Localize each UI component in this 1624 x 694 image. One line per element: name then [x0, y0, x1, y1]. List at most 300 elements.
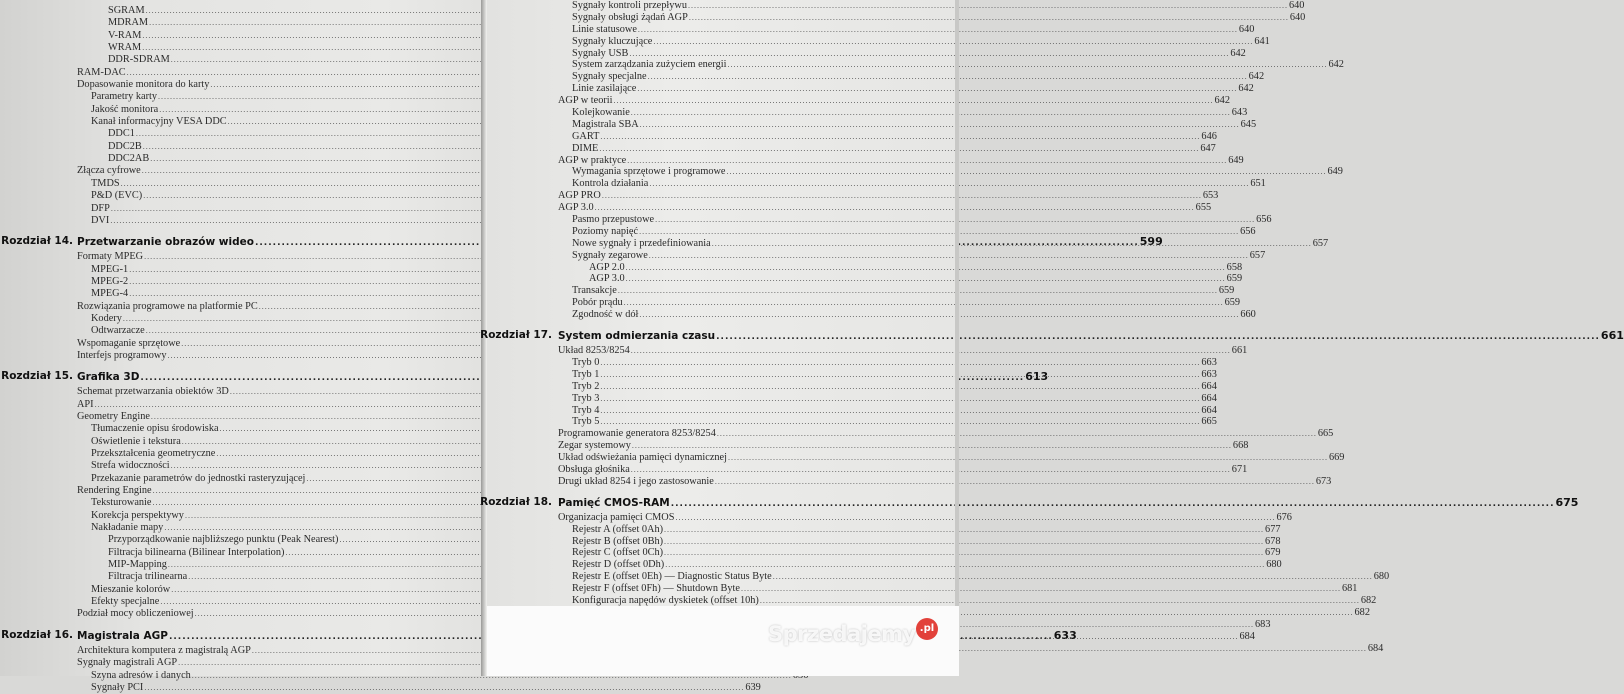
- dot-leader: [599, 143, 1199, 155]
- page-number: 656: [1256, 214, 1272, 226]
- toc-entry: [77, 104, 470, 116]
- toc-chapter-heading: [480, 327, 1624, 344]
- toc-entry: [77, 338, 470, 350]
- page-number: 639: [745, 681, 761, 693]
- dot-leader: [638, 24, 1238, 36]
- dot-leader: [626, 273, 1226, 285]
- toc-entry: [558, 452, 1345, 464]
- entry-title: Pamięć CMOS-RAM: [558, 496, 670, 509]
- toc-entry: [558, 202, 1212, 214]
- page-number: 659: [1218, 285, 1235, 297]
- toc-entry: [558, 463, 1248, 476]
- page-number: 661: [1600, 329, 1624, 343]
- entry-title: GART: [572, 130, 600, 142]
- page-number: 640: [1238, 23, 1255, 35]
- page-number: 668: [1232, 440, 1249, 452]
- toc-entry: [558, 511, 1292, 524]
- page-number: 663: [1201, 368, 1217, 380]
- toc-entry: [558, 440, 1249, 452]
- toc-entry: [558, 71, 1265, 83]
- toc-entry: [77, 436, 470, 448]
- entry-title: Rejestr F (offset 0Fh) — Shutdown Byte: [572, 583, 740, 595]
- toc-entry: [77, 301, 470, 313]
- toc-chapter-heading: [480, 494, 1579, 511]
- toc-entry: [77, 584, 470, 596]
- entry-title: Układ odświeżania pamięci dynamicznej: [558, 452, 727, 464]
- entry-title: V-RAM: [108, 29, 142, 41]
- page-number: 640: [1289, 11, 1306, 23]
- dot-leader: [639, 309, 1239, 321]
- dot-leader: [712, 238, 1312, 250]
- page-number: 660: [1240, 309, 1256, 321]
- entry-title: DDC2AB: [108, 153, 150, 165]
- toc-entry: [77, 153, 470, 165]
- chapter-number: Rozdział 18.: [480, 495, 552, 508]
- entry-title: Kontrola działania: [572, 178, 649, 190]
- chapter-number: Rozdział 14.: [1, 235, 73, 248]
- page-number: 649: [1228, 154, 1244, 166]
- dot-leader: [637, 83, 1237, 95]
- chapter-number: Rozdział 16.: [1, 628, 73, 641]
- toc-entry: [77, 522, 470, 534]
- page-number: 669: [1328, 452, 1345, 464]
- page-number: 671: [1231, 463, 1248, 475]
- toc-entry: [558, 559, 1282, 571]
- dot-leader: [649, 250, 1249, 262]
- toc-entry: [77, 128, 470, 140]
- entry-title: AGP w praktyce: [558, 154, 627, 166]
- entry-title: MDRAM: [108, 17, 149, 29]
- entry-title: MPEG-4: [91, 288, 129, 300]
- toc-entry: [77, 681, 761, 694]
- toc-entry: [558, 535, 1281, 548]
- toc-entry: [558, 11, 1306, 24]
- entry-title: Grafika 3D: [77, 371, 140, 384]
- entry-title: AGP 3.0: [589, 273, 625, 285]
- dot-leader: [664, 536, 1264, 548]
- entry-title: Korekcja perspektywy: [91, 509, 184, 521]
- entry-title: Transakcje: [572, 285, 617, 297]
- entry-title: API: [77, 398, 94, 410]
- page-number: 683: [1255, 618, 1271, 630]
- dot-leader: [648, 71, 1248, 83]
- toc-entry: [558, 392, 1217, 405]
- page-number: 657: [1249, 249, 1266, 261]
- toc-entry: [77, 116, 470, 128]
- dot-leader: [675, 512, 1275, 524]
- entry-title: Sygnały zegarowe: [572, 249, 648, 261]
- page-number: 642: [1328, 59, 1344, 71]
- entry-title: Dopasowanie monitora do karty: [77, 79, 210, 91]
- entry-title: Filtracja trilinearna: [108, 571, 188, 583]
- toc-entry: [558, 356, 1217, 369]
- page-number: 657: [1312, 237, 1329, 249]
- toc-entry: [558, 416, 1217, 428]
- toc-entry: [558, 583, 1358, 595]
- page-number: 682: [1360, 594, 1377, 606]
- toc-entry: [77, 276, 470, 288]
- page-number: 599: [1139, 235, 1163, 249]
- entry-title: Kodery: [91, 312, 122, 324]
- toc-entry: [77, 215, 470, 227]
- entry-title: Tryb 2: [572, 380, 600, 392]
- entry-title: Linie statusowe: [572, 23, 637, 35]
- toc-entry: [77, 288, 470, 300]
- toc-entry: [558, 142, 1216, 155]
- entry-title: Efekty specjalne: [91, 596, 160, 608]
- entry-title: SGRAM: [108, 5, 145, 16]
- entry-title: P&D (EVC): [91, 190, 143, 202]
- entry-title: Tryb 1: [572, 368, 600, 380]
- page-number: 649: [1327, 166, 1343, 178]
- toc-entry: [558, 547, 1281, 559]
- page-number: 647: [1200, 142, 1216, 154]
- entry-title: Tryb 0: [572, 356, 600, 368]
- toc-entry: [77, 42, 470, 54]
- dot-leader: [632, 440, 1232, 452]
- toc-entry: [77, 473, 470, 485]
- entry-title: Szyna adresów i danych: [91, 669, 191, 681]
- dot-leader: [631, 345, 1231, 357]
- toc-entry: [558, 95, 1230, 107]
- toc-entry: [77, 423, 470, 435]
- toc-entry: [558, 225, 1256, 238]
- entry-title: Wspomaganie sprzętowe: [77, 337, 181, 349]
- watermark-logo: Sprzedajemy: [768, 622, 916, 646]
- page-number: 679: [1265, 547, 1281, 559]
- entry-title: Odtwarzacze: [91, 325, 145, 337]
- dot-leader: [664, 547, 1264, 559]
- page-number: 645: [1240, 118, 1257, 130]
- page-number: 642: [1248, 71, 1265, 83]
- dot-leader: [741, 583, 1341, 595]
- entry-title: Jakość monitora: [91, 103, 159, 115]
- toc-entry: [77, 251, 470, 263]
- toc-entry: [558, 261, 1243, 274]
- toc-entry: [77, 5, 470, 17]
- dot-leader: [773, 571, 1373, 583]
- dot-leader: [600, 405, 1200, 417]
- dot-leader: [602, 190, 1202, 202]
- page-number: 680: [1373, 571, 1390, 583]
- page-number: 664: [1201, 392, 1217, 404]
- entry-title: Drugi układ 8254 i jego zastosowanie: [558, 475, 714, 487]
- toc-entry: [77, 485, 470, 497]
- dot-leader: [716, 329, 1600, 346]
- entry-title: MPEG-2: [91, 275, 129, 287]
- entry-title: Rozwiązania programowe na platformie PC: [77, 300, 258, 312]
- page-number: 656: [1240, 225, 1256, 237]
- page-number: 684: [1239, 630, 1255, 642]
- dot-leader: [618, 285, 1218, 297]
- page-number: 659: [1224, 297, 1241, 309]
- toc-entry: [77, 448, 470, 460]
- entry-title: Poziomy napięć: [572, 225, 639, 237]
- toc-entry: [77, 670, 470, 682]
- toc-entry: [558, 107, 1248, 119]
- entry-title: Układ 8253/8254: [558, 345, 630, 357]
- page-number: 646: [1201, 130, 1217, 142]
- toc-entry: [77, 608, 470, 620]
- toc-entry: [558, 523, 1281, 536]
- dot-leader: [629, 48, 1229, 60]
- entry-title: Sygnały obsługi żądań AGP: [572, 11, 688, 23]
- toc-entry: [558, 404, 1217, 417]
- page-number: 677: [1265, 523, 1281, 535]
- entry-title: Filtracja bilinearna (Bilinear Interpolation): [108, 546, 285, 558]
- toc-entry: [77, 30, 470, 42]
- dot-leader: [631, 107, 1231, 119]
- toc-entry: [558, 154, 1244, 167]
- page-number: 680: [1266, 559, 1282, 571]
- entry-title: Nowe sygnały i przedefiniowania: [572, 237, 711, 249]
- entry-title: Sygnały magistrali AGP: [77, 657, 178, 669]
- page-number: 682: [1354, 606, 1370, 618]
- toc-entry: [558, 380, 1217, 393]
- dot-leader: [639, 226, 1239, 238]
- toc-entry: [558, 35, 1270, 48]
- page-edge: [955, 0, 959, 606]
- toc-entry: [77, 141, 470, 153]
- toc-entry: [77, 313, 470, 325]
- page-number: 664: [1201, 404, 1217, 416]
- page-number: 684: [1367, 642, 1384, 654]
- entry-title: Sygnały kontroli przepływu: [572, 0, 687, 11]
- dot-leader: [727, 59, 1327, 71]
- entry-title: Teksturowanie: [91, 497, 152, 509]
- entry-title: Kanał informacyjny VESA DDC: [91, 116, 227, 128]
- toc-entry: [558, 475, 1332, 488]
- page-number: 659: [1226, 273, 1243, 285]
- dot-leader: [600, 131, 1200, 143]
- entry-title: DVI: [91, 214, 110, 226]
- dot-leader: [144, 682, 744, 694]
- toc-entry: [558, 249, 1266, 262]
- entry-title: Mieszanie kolorów: [91, 583, 171, 595]
- toc-entry: [558, 309, 1256, 321]
- toc-entry: [558, 0, 1305, 12]
- watermark-badge: .pl: [916, 618, 938, 640]
- entry-title: Formaty MPEG: [77, 251, 144, 263]
- dot-leader: [595, 202, 1195, 214]
- page-number: 658: [1226, 261, 1243, 273]
- toc-entry: [558, 83, 1254, 95]
- entry-title: Sygnały specjalne: [572, 71, 647, 83]
- dot-leader: [688, 0, 1288, 12]
- page-number: 643: [1231, 107, 1248, 119]
- entry-title: Pasmo przepustowe: [572, 214, 655, 226]
- toc-entry: [77, 190, 470, 202]
- entry-title: Przekształcenia geometryczne: [91, 448, 216, 459]
- dot-leader: [653, 36, 1253, 48]
- page-number: 653: [1202, 190, 1219, 202]
- toc-entry: [77, 547, 470, 559]
- entry-title: Linie zasilające: [572, 83, 637, 95]
- page-number: 642: [1230, 47, 1246, 59]
- entry-title: DDC2B: [108, 140, 142, 152]
- dot-leader: [671, 496, 1555, 513]
- entry-title: Rejestr A (offset 0Ah): [572, 523, 664, 535]
- page-number: 642: [1238, 83, 1254, 95]
- toc-entry: [77, 17, 470, 29]
- toc-entry: [558, 166, 1343, 178]
- dot-leader: [600, 393, 1200, 405]
- page-number: 676: [1276, 511, 1292, 523]
- toc-entry: [77, 571, 470, 583]
- toc-entry: [558, 178, 1266, 190]
- toc-entry: [77, 264, 470, 276]
- entry-title: Przyporządkowanie najbliższego punktu (Peak Nearest): [108, 534, 339, 546]
- entry-title: Tryb 5: [572, 416, 600, 428]
- page-number: 678: [1265, 535, 1281, 547]
- dot-leader: [640, 119, 1240, 131]
- entry-title: System zarządzania zużyciem energii: [572, 59, 727, 71]
- entry-title: Obsługa głośnika: [558, 463, 630, 475]
- toc-entry: [558, 59, 1344, 71]
- page-number: 664: [1201, 380, 1217, 392]
- entry-title: Geometry Engine: [77, 410, 150, 422]
- entry-title: Przekazanie parametrów do jednostki rasteryzującej: [91, 472, 306, 484]
- entry-title: TMDS: [91, 177, 120, 189]
- toc-entry: [77, 325, 470, 337]
- page-number: 633: [1053, 628, 1077, 642]
- entry-title: Rejestr E (offset 0Eh) — Diagnostic Status Byte: [572, 571, 772, 583]
- dot-leader: [689, 12, 1289, 24]
- dot-leader: [665, 559, 1265, 571]
- toc-entry: [77, 645, 470, 657]
- entry-title: System odmierzania czasu: [558, 330, 716, 343]
- entry-title: Przetwarzanie obrazów wideo: [77, 236, 254, 249]
- toc-entry: [558, 130, 1217, 143]
- dot-leader: [664, 524, 1264, 536]
- entry-title: Schemat przetwarzania obiektów 3D: [77, 386, 229, 398]
- entry-title: Tryb 3: [572, 392, 600, 404]
- entry-title: Strefa widoczności: [91, 460, 170, 472]
- dot-leader: [600, 369, 1200, 381]
- toc-entry: [558, 345, 1248, 357]
- entry-title: Tłumaczenie opisu środowiska: [91, 423, 219, 435]
- dot-leader: [715, 476, 1315, 488]
- entry-title: Interfejs programowy: [77, 349, 167, 361]
- page-number: 675: [1555, 495, 1579, 509]
- entry-title: DDC1: [108, 128, 135, 140]
- toc-entry: [77, 54, 470, 66]
- page-number: 681: [1342, 583, 1358, 595]
- dot-leader: [627, 155, 1227, 167]
- page-number: 673: [1315, 475, 1332, 487]
- entry-title: Podział mocy obliczeniowej: [77, 608, 194, 620]
- toc-entry: [558, 23, 1255, 36]
- entry-title: WRAM: [108, 42, 142, 54]
- toc-entry: [77, 399, 470, 411]
- chapter-number: Rozdział 15.: [1, 370, 73, 383]
- toc-entry: [77, 460, 470, 472]
- entry-title: AGP 2.0: [589, 261, 625, 273]
- dot-leader: [600, 416, 1200, 428]
- page-number: 655: [1195, 202, 1212, 214]
- page-number: 640: [1288, 0, 1305, 11]
- toc-entry: [77, 79, 470, 91]
- entry-title: AGP w teorii: [558, 95, 613, 107]
- toc-entry: [558, 428, 1334, 440]
- entry-title: MIP-Mapping: [108, 559, 167, 571]
- entry-title: Sygnały PCI: [91, 681, 144, 693]
- dot-leader: [600, 381, 1200, 393]
- toc-entry: [77, 596, 470, 608]
- toc-entry: [77, 178, 470, 190]
- entry-title: AGP 3.0: [558, 202, 594, 214]
- entry-title: Zgodność w dół: [572, 309, 639, 321]
- dot-leader: [728, 452, 1328, 464]
- toc-entry: [77, 510, 470, 522]
- entry-title: DDR-SDRAM: [108, 54, 170, 66]
- entry-title: Magistrala SBA: [572, 118, 639, 130]
- entry-title: Rejestr D (offset 0Dh): [572, 559, 665, 571]
- toc-entry: [77, 497, 470, 509]
- entry-title: RAM-DAC: [77, 66, 126, 78]
- entry-title: Zegar systemowy: [558, 440, 631, 452]
- entry-title: Oświetlenie i tekstura: [91, 435, 181, 447]
- page-number: 651: [1250, 178, 1266, 190]
- dot-leader: [631, 464, 1231, 476]
- entry-title: DIME: [572, 142, 599, 154]
- page-number: 613: [1025, 370, 1049, 384]
- entry-title: Złącza cyfrowe: [77, 165, 141, 177]
- dot-leader: [600, 357, 1200, 369]
- toc-entry: [558, 571, 1390, 583]
- entry-title: Parametry karty: [91, 91, 158, 103]
- dot-leader: [626, 262, 1226, 274]
- toc-entry: [77, 534, 470, 546]
- toc-entry: [558, 118, 1257, 131]
- chapter-number: Rozdział 17.: [480, 329, 552, 342]
- toc-entry: [77, 165, 470, 177]
- entry-title: Sygnały kluczujące: [572, 35, 653, 47]
- toc-entry: [77, 350, 470, 362]
- toc-entry: [77, 67, 470, 79]
- toc-entry: [77, 91, 470, 103]
- page-number: 661: [1231, 345, 1248, 357]
- toc-entry: [558, 297, 1241, 309]
- toc-entry: [77, 559, 470, 571]
- entry-title: AGP PRO: [558, 190, 601, 202]
- toc-entry: [558, 273, 1243, 285]
- entry-title: Sygnały USB: [572, 47, 629, 59]
- page-number: 663: [1201, 356, 1217, 368]
- entry-title: Tryb 4: [572, 404, 600, 416]
- dot-leader: [624, 297, 1224, 309]
- entry-title: Nakładanie mapy: [91, 522, 164, 534]
- entry-title: Wymagania sprzętowe i programowe: [572, 166, 726, 178]
- entry-title: Rejestr B (offset 0Bh): [572, 535, 664, 547]
- toc-entry: [558, 190, 1219, 202]
- page-number: 642: [1214, 95, 1230, 107]
- toc-entry: [558, 47, 1246, 60]
- entry-title: Kolejkowanie: [572, 107, 630, 119]
- page-number: 665: [1317, 428, 1334, 440]
- dot-leader: [649, 178, 1249, 190]
- page-number: 641: [1254, 35, 1270, 47]
- entry-title: Rendering Engine: [77, 485, 152, 497]
- toc-entry: [77, 657, 470, 669]
- toc-entry: [77, 386, 470, 398]
- dot-leader: [717, 428, 1317, 440]
- dot-leader: [614, 95, 1214, 107]
- toc-entry: [77, 203, 470, 215]
- entry-title: Pobór prądu: [572, 297, 623, 309]
- entry-title: Architektura komputera z magistralą AGP: [77, 644, 251, 656]
- page-number: 665: [1201, 416, 1217, 428]
